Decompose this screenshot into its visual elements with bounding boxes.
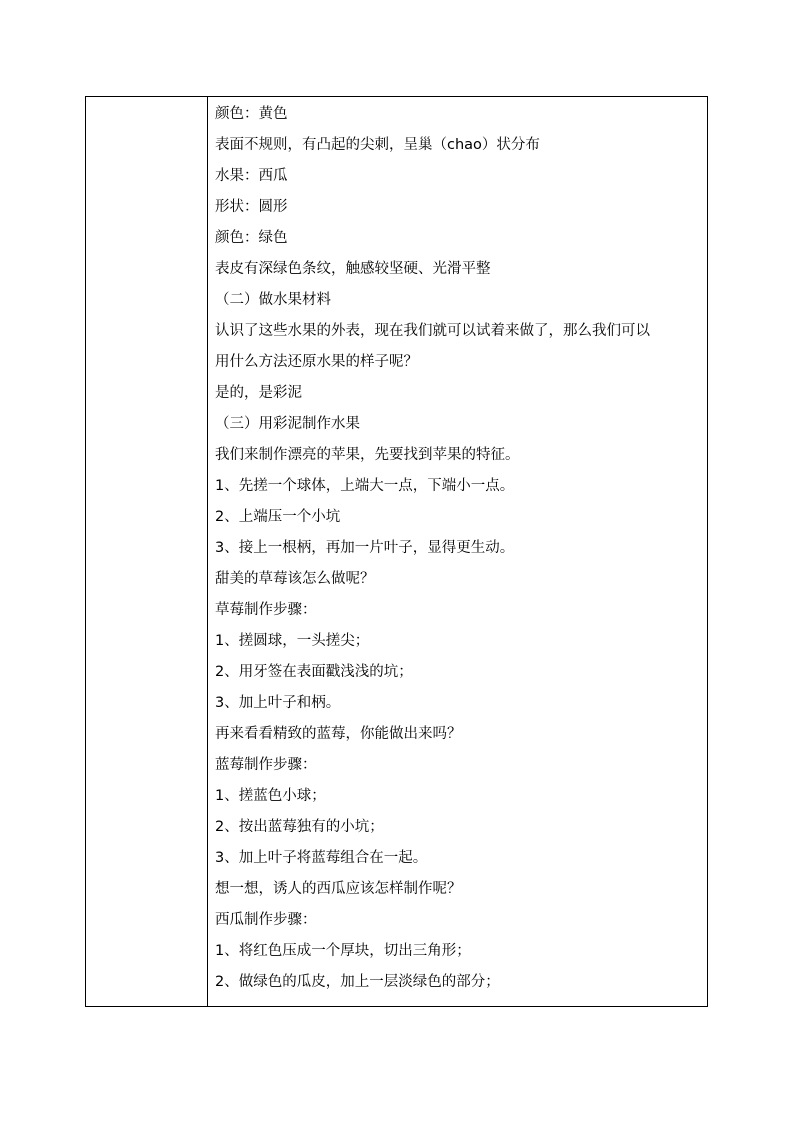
text-line: 蓝莓制作步骤： <box>215 757 317 773</box>
left-empty-cell <box>86 97 208 1006</box>
step-line: 2、用牙签在表面戳浅浅的坑； <box>215 664 413 680</box>
section-heading: （三）用彩泥制作水果 <box>215 416 360 432</box>
text-line: 我们来制作漂亮的苹果，先要找到苹果的特征。 <box>215 447 520 463</box>
text-line: 表皮有深绿色条纹，触感较坚硬、光滑平整 <box>215 261 491 277</box>
content-cell <box>208 97 707 1006</box>
step-line: 3、加上叶子和柄。 <box>215 695 341 711</box>
text-line: 颜色：黄色 <box>215 106 288 122</box>
lesson-table <box>85 96 708 1007</box>
step-line: 2、上端压一个小坑 <box>215 509 341 525</box>
text-line: 是的，是彩泥 <box>215 385 302 401</box>
step-line: 3、加上叶子将蓝莓组合在一起。 <box>215 850 428 866</box>
text-line: 水果：西瓜 <box>215 168 288 184</box>
section-heading: （二）做水果材料 <box>215 292 331 308</box>
text-line: 甜美的草莓该怎么做呢？ <box>215 571 375 587</box>
text-line: 颜色：绿色 <box>215 230 288 246</box>
step-line: 1、将红色压成一个厚块，切出三角形； <box>215 943 471 959</box>
step-line: 2、做绿色的瓜皮，加上一层淡绿色的部分； <box>215 974 500 990</box>
text-line: 再来看看精致的蓝莓，你能做出来吗？ <box>215 726 462 742</box>
text-line: 形状：圆形 <box>215 199 288 215</box>
step-line: 2、按出蓝莓独有的小坑； <box>215 819 384 835</box>
text-line: 想一想，诱人的西瓜应该怎样制作呢？ <box>215 881 462 897</box>
step-line: 1、搓圆球，一头搓尖； <box>215 633 370 649</box>
step-line: 1、先搓一个球体，上端大一点，下端小一点。 <box>215 478 515 494</box>
text-line: 认识了这些水果的外表，现在我们就可以试着来做了，那么我们可以 <box>215 323 650 339</box>
text-line: 用什么方法还原水果的样子呢？ <box>215 354 418 370</box>
text-line: 表面不规则，有凸起的尖刺，呈巢（chao）状分布 <box>215 137 540 153</box>
text-line: 西瓜制作步骤： <box>215 912 317 928</box>
step-line: 1、搓蓝色小球； <box>215 788 326 804</box>
text-line: 草莓制作步骤： <box>215 602 317 618</box>
step-line: 3、接上一根柄，再加一片叶子，显得更生动。 <box>215 540 515 556</box>
